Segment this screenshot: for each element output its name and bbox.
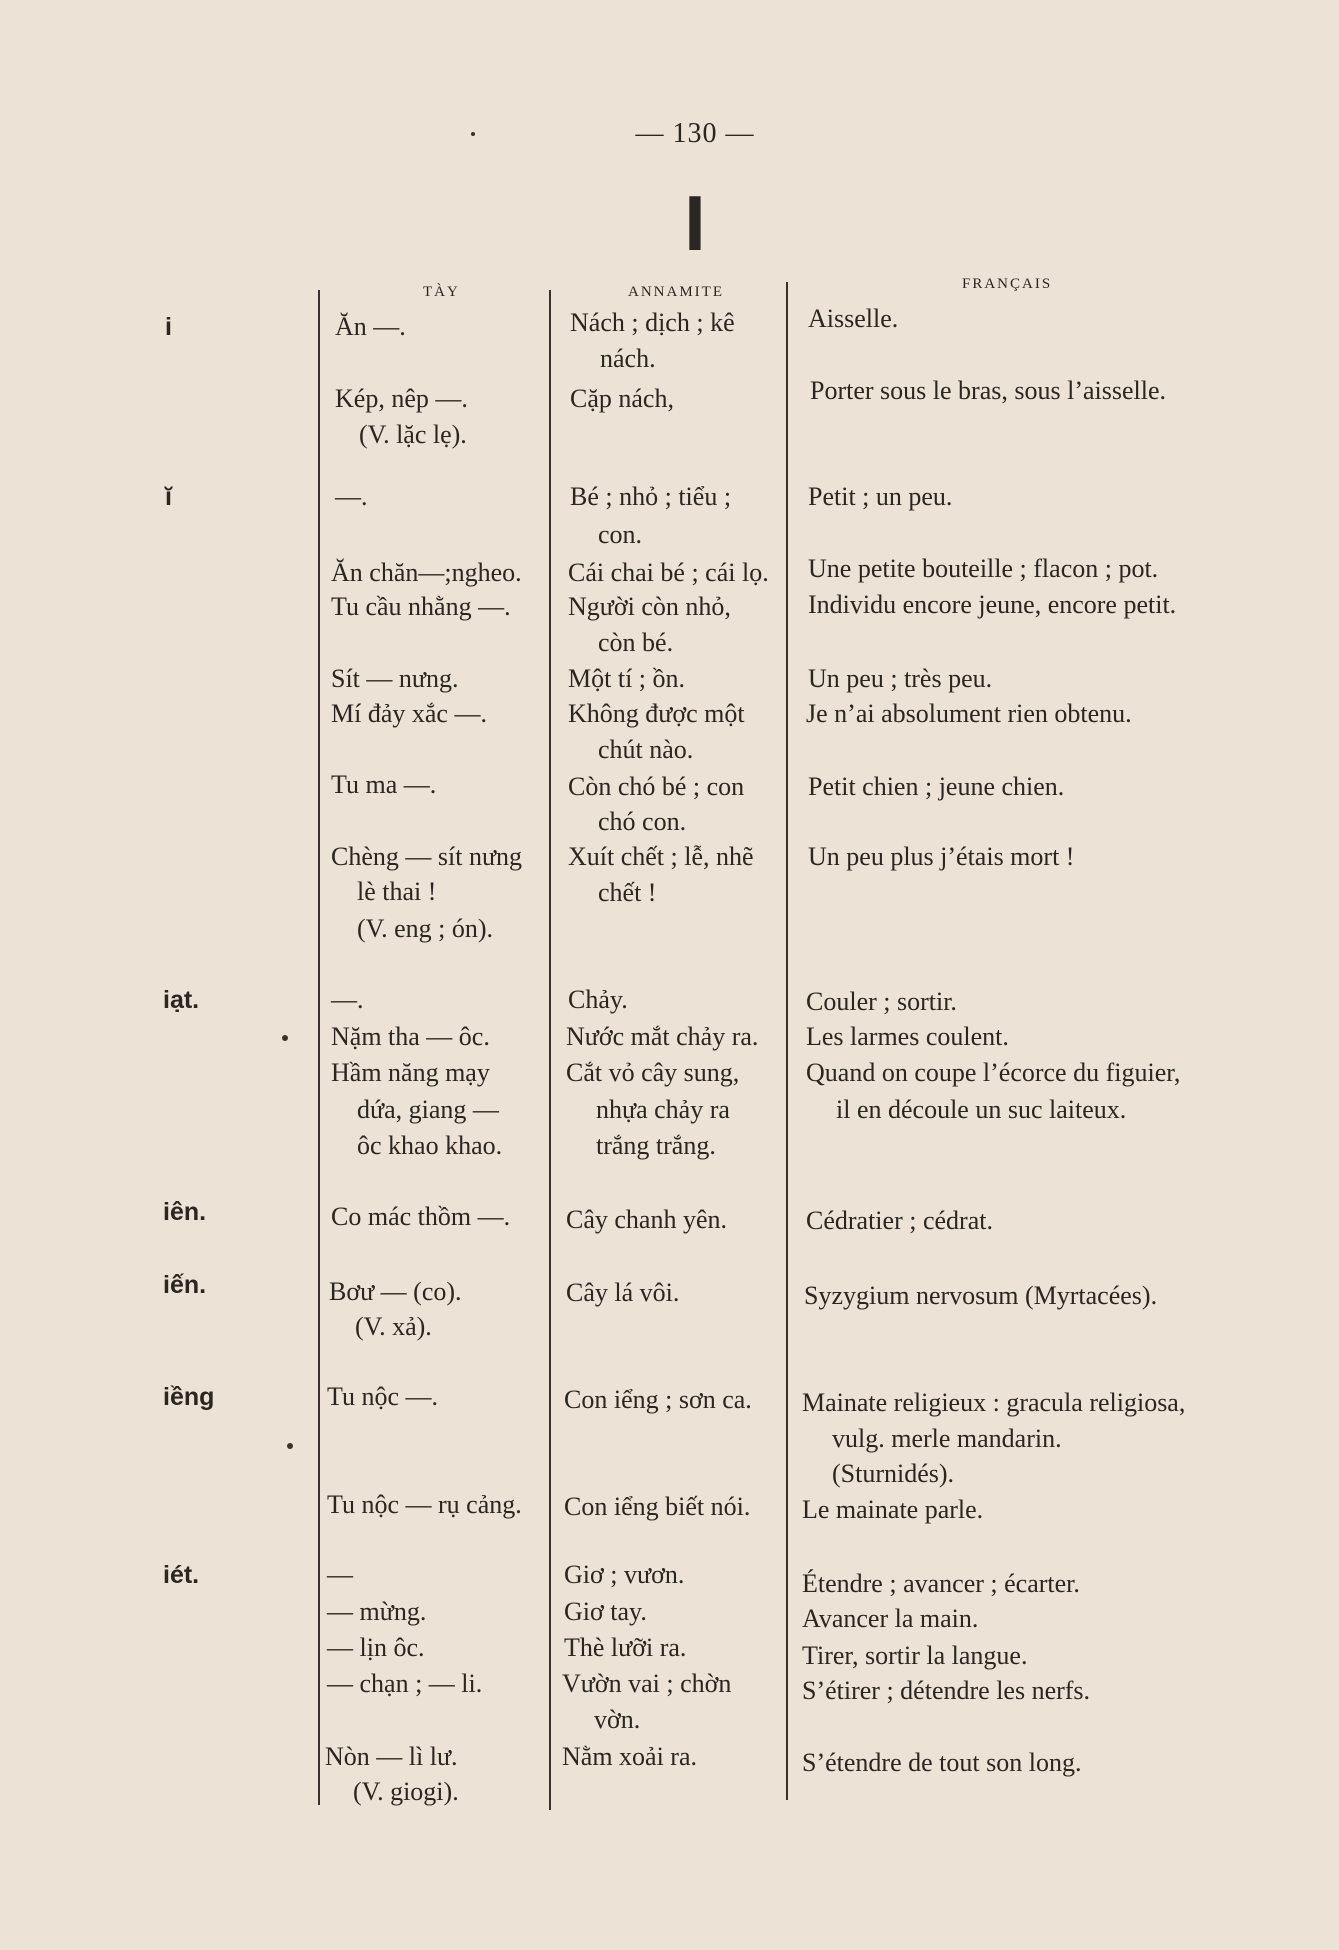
ink-speck [287,1443,293,1449]
annamite-entry: Thè lưỡi ra. [564,1633,687,1662]
francais-entry: S’étendre de tout son long. [802,1748,1082,1777]
column-rule [549,290,551,1810]
headword: ĭ [165,483,172,511]
tay-entry: Tu ma —. [331,770,437,799]
francais-entry: Étendre ; avancer ; écarter. [802,1569,1080,1598]
francais-entry: Petit ; un peu. [808,482,953,511]
column-rule [318,290,320,1805]
column-rule [786,282,788,1800]
francais-entry: Le mainate parle. [802,1495,984,1524]
column-header-annamite: ANNAMITE [628,284,724,300]
francais-entry: Un peu plus j’étais mort ! [808,842,1075,871]
annamite-entry: con. [598,520,643,549]
annamite-entry: Cắt vỏ cây sung, [566,1058,740,1087]
francais-entry: Cédratier ; cédrat. [806,1206,993,1235]
annamite-entry: Con iểng biết nói. [564,1492,751,1521]
tay-entry: Ăn chăn—;ngheo. [331,558,522,587]
tay-entry: ôc khao khao. [357,1131,503,1160]
annamite-entry: Cây chanh yên. [566,1205,728,1234]
tay-entry: Kép, nêp —. [335,384,468,413]
annamite-entry: Chảy. [568,985,628,1014]
tay-entry: — [327,1560,353,1589]
tay-entry: Co mác thồm —. [331,1202,511,1231]
column-header-tay: TÀY [423,284,460,300]
francais-entry: Syzygium nervosum (Myrtacées). [804,1281,1158,1310]
tay-entry: —. [335,482,368,511]
annamite-entry: Nách ; dịch ; kê [570,308,735,337]
headword: iạt. [163,986,200,1014]
francais-entry: Je n’ai absolument rien obtenu. [806,699,1132,728]
annamite-entry: Cái chai bé ; cái lọ. [568,558,769,587]
francais-entry: (Sturnidés). [832,1459,955,1488]
tay-entry: — chạn ; — li. [327,1669,483,1698]
tay-entry: Bơư — (co). [329,1277,462,1306]
francais-entry: Quand on coupe l’écorce du figuier, [806,1058,1181,1087]
section-letter: I [684,179,706,267]
francais-entry: Aisselle. [808,304,899,333]
francais-entry: il en découle un suc laiteux. [836,1095,1127,1124]
tay-entry: Chèng — sít nưng [331,842,523,871]
tay-entry: dứa, giang — [357,1095,499,1124]
tay-entry: Ăn —. [335,312,406,341]
tay-entry: (V. xả). [355,1312,432,1341]
tay-entry: — lịn ôc. [327,1633,425,1662]
annamite-entry: Người còn nhỏ, [568,592,731,621]
annamite-entry: chút nào. [598,735,694,764]
tay-entry: lè thai ! [357,877,437,906]
column-header-francais: FRANÇAIS [962,276,1053,292]
annamite-entry: còn bé. [598,628,674,657]
annamite-entry: Vườn vai ; chờn [562,1669,732,1698]
headword: iét. [163,1561,200,1589]
headword: iến. [163,1271,207,1299]
tay-entry: (V. giogi). [353,1777,459,1806]
headword: i [165,313,172,341]
annamite-entry: chết ! [598,878,657,907]
francais-entry: Les larmes coulent. [806,1022,1009,1051]
annamite-entry: Không được một [568,699,745,728]
annamite-entry: Còn chó bé ; con [568,772,745,801]
francais-entry: Petit chien ; jeune chien. [808,772,1065,801]
tay-entry: (V. eng ; ón). [357,914,494,943]
tay-entry: Hầm năng mạy [331,1058,490,1087]
tay-entry: Nặm tha — ôc. [331,1022,490,1051]
annamite-entry: chó con. [598,807,687,836]
annamite-entry: Cặp nách, [570,384,674,413]
annamite-entry: nách. [600,344,656,373]
ink-speck [282,1035,288,1041]
tay-entry: (V. lặc lẹ). [359,420,467,449]
tay-entry: Tu nộc — rụ cảng. [327,1490,522,1519]
annamite-entry: Giơ ; vươn. [564,1560,685,1589]
tay-entry: Nòn — lì lư. [325,1742,458,1771]
tay-entry: Tu cầu nhằng —. [331,592,511,621]
ink-speck [471,132,475,136]
annamite-entry: Xuít chết ; lễ, nhẽ [568,842,754,871]
tay-entry: — mừng. [327,1597,427,1626]
francais-entry: Individu encore jeune, encore petit. [808,590,1177,619]
annamite-entry: nhựa chảy ra [596,1095,730,1124]
francais-entry: Avancer la main. [802,1604,979,1633]
headword: iên. [163,1198,207,1226]
page-number: — 130 — [635,118,755,149]
tay-entry: —. [331,985,364,1014]
annamite-entry: Giơ tay. [564,1597,647,1626]
headword: iềng [163,1383,215,1411]
francais-entry: Une petite bouteille ; flacon ; pot. [808,554,1159,583]
annamite-entry: Cây lá vôi. [566,1278,680,1307]
annamite-entry: Nước mắt chảy ra. [566,1022,759,1051]
tay-entry: Tu nộc —. [327,1382,439,1411]
annamite-entry: Nằm xoải ra. [562,1742,698,1771]
francais-entry: S’étirer ; détendre les nerfs. [802,1676,1091,1705]
francais-entry: Mainate religieux : gracula religiosa, [802,1388,1186,1417]
francais-entry: Tirer, sortir la langue. [802,1641,1028,1670]
tay-entry: Mí đảy xắc —. [331,699,487,728]
francais-entry: Porter sous le bras, sous l’aisselle. [810,376,1167,405]
francais-entry: vulg. merle mandarin. [832,1424,1062,1453]
tay-entry: Sít — nưng. [331,664,459,693]
annamite-entry: Con iểng ; sơn ca. [564,1385,752,1414]
annamite-entry: trắng trắng. [596,1131,716,1160]
francais-entry: Un peu ; très peu. [808,664,993,693]
annamite-entry: Bé ; nhỏ ; tiểu ; [570,482,732,511]
annamite-entry: vờn. [594,1705,641,1734]
annamite-entry: Một tí ; ồn. [568,664,686,693]
francais-entry: Couler ; sortir. [806,987,957,1016]
